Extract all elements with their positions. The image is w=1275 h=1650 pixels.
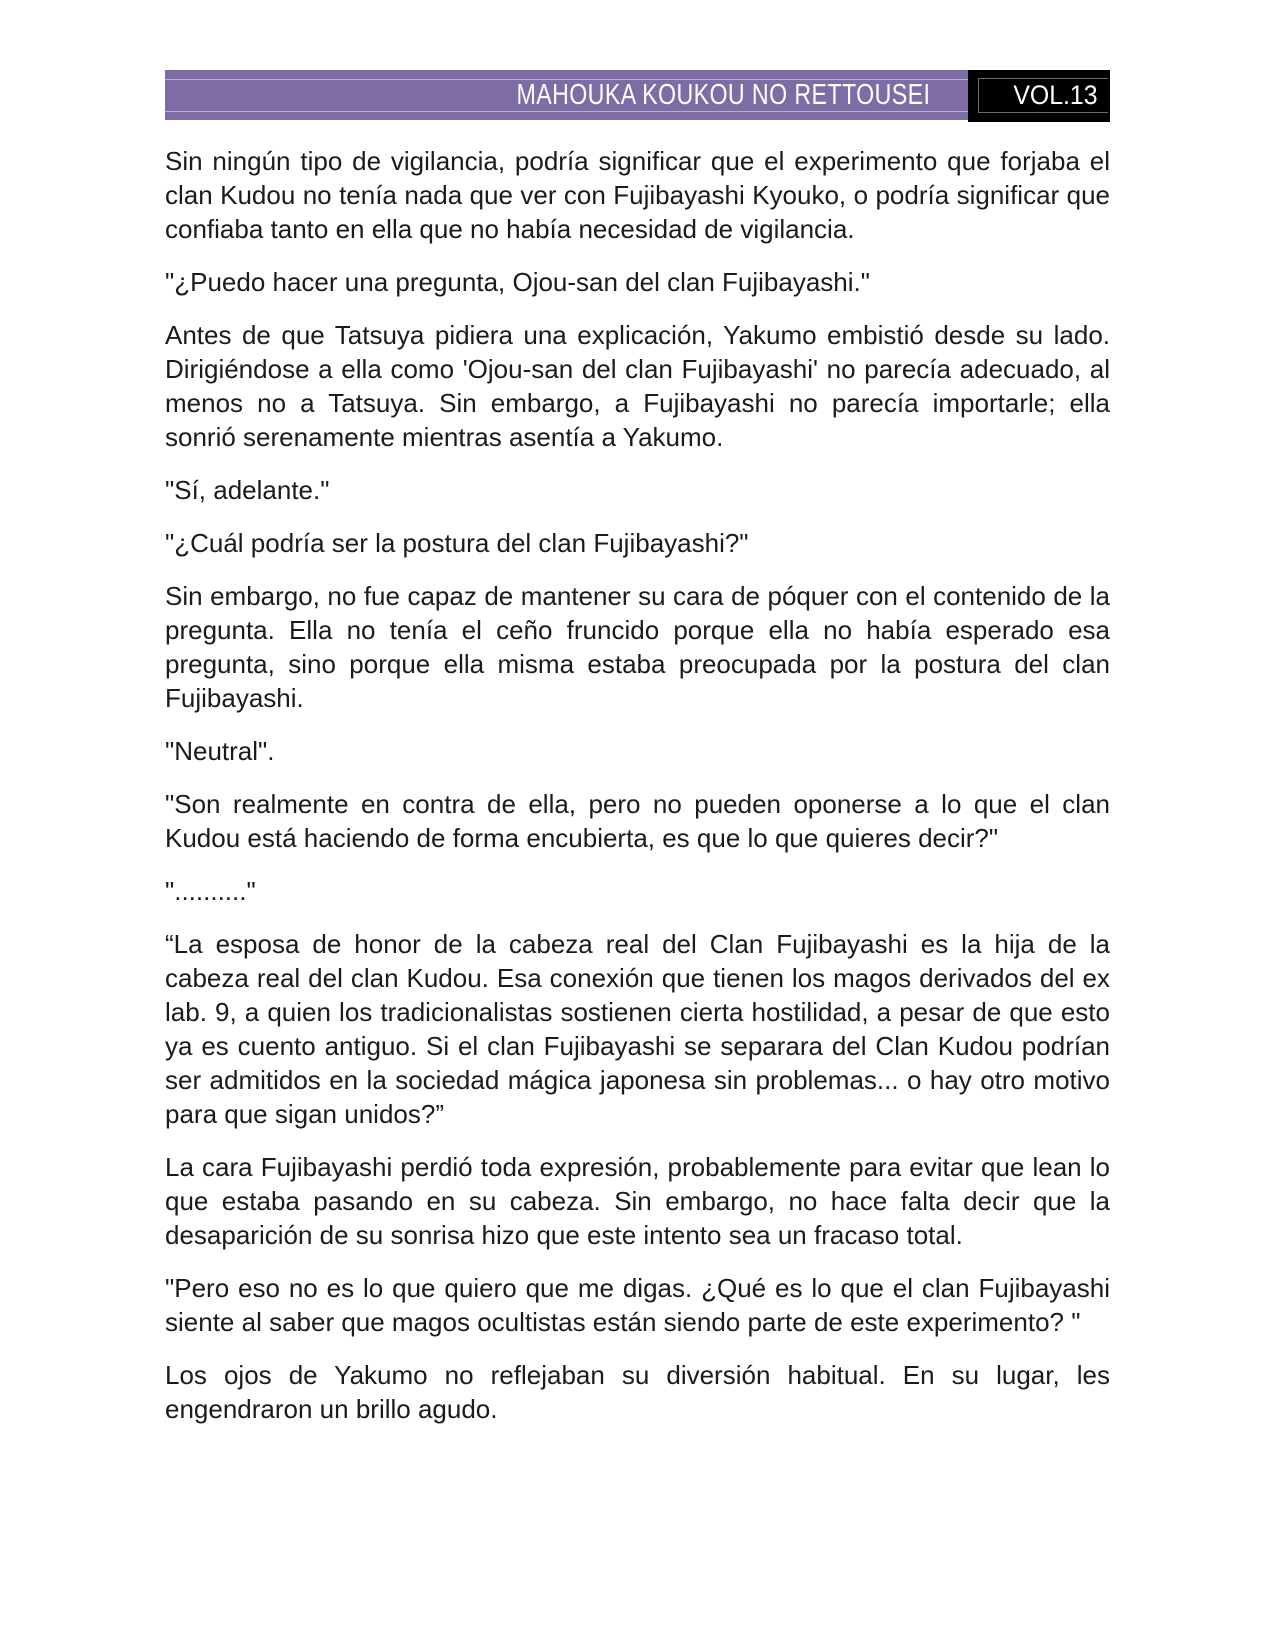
paragraph: Antes de que Tatsuya pidiera una explicación, Yakumo embistió desde su lado. Dirigiéndose a ella como 'Ojou-san del clan Fujibayashi' no parecía adecuado, al menos no a Tatsuya. Sin embargo, a Fujibayashi no parecía importarle; ella sonrió serenamente mientras asentía a Yakumo. <box>165 320 1110 452</box>
paragraph: "Pero eso no es lo que quiero que me digas. ¿Qué es lo que el clan Fujibayashi siente al saber que magos ocultistas están siendo parte de este experimento? " <box>165 1273 1110 1337</box>
paragraph: "Sí, adelante." <box>165 475 330 505</box>
header-bar <box>165 70 1110 120</box>
paragraph: "Neutral". <box>165 736 275 766</box>
paragraph: ".........." <box>165 876 256 906</box>
paragraph: "¿Puedo hacer una pregunta, Ojou-san del clan Fujibayashi." <box>165 267 870 297</box>
volume-label: VOL.13 <box>1013 80 1098 110</box>
page-title: MAHOUKA KOUKOU NO RETTOUSEI <box>516 78 930 111</box>
paragraph: Los ojos de Yakumo no reflejaban su diversión habitual. En su lugar, les engendraron un brillo agudo. <box>165 1360 1110 1424</box>
document-body <box>165 144 1110 1445</box>
paragraph: "¿Cuál podría ser la postura del clan Fujibayashi?" <box>165 528 749 558</box>
paragraph: “La esposa de honor de la cabeza real del Clan Fujibayashi es la hija de la cabeza real del clan Kudou. Esa conexión que tienen los magos derivados del ex lab. 9, a quien los tradicionalistas sostienen cierta hostilidad, a pesar de que esto ya es cuento antiguo. Si el clan Fujibayashi se separara del Clan Kudou podrían ser admitidos en la sociedad mágica japonesa sin problemas... o hay otro motivo para que sigan unidos?” <box>165 929 1110 1129</box>
paragraph: "Son realmente en contra de ella, pero no pueden oponerse a lo que el clan Kudou está haciendo de forma encubierta, es que lo que quieres decir?" <box>165 789 1110 853</box>
paragraph: La cara Fujibayashi perdió toda expresión, probablemente para evitar que lean lo que estaba pasando en su cabeza. Sin embargo, no hace falta decir que la desaparición de su sonrisa hizo que este intento sea un fracaso total. <box>165 1152 1110 1250</box>
header-title-wrap <box>413 70 930 120</box>
paragraph: Sin embargo, no fue capaz de mantener su cara de póquer con el contenido de la pregunta. Ella no tenía el ceño fruncido porque ella no había esperado esa pregunta, sino porque ella misma estaba preocupada por la postura del clan Fujibayashi. <box>165 581 1110 713</box>
volume-badge-inner <box>978 78 1108 113</box>
volume-badge <box>968 70 1110 122</box>
paragraph: Sin ningún tipo de vigilancia, podría significar que el experimento que forjaba el clan Kudou no tenía nada que ver con Fujibayashi Kyouko, o podría significar que confiaba tanto en ella que no había necesidad de vigilancia. <box>165 146 1110 244</box>
